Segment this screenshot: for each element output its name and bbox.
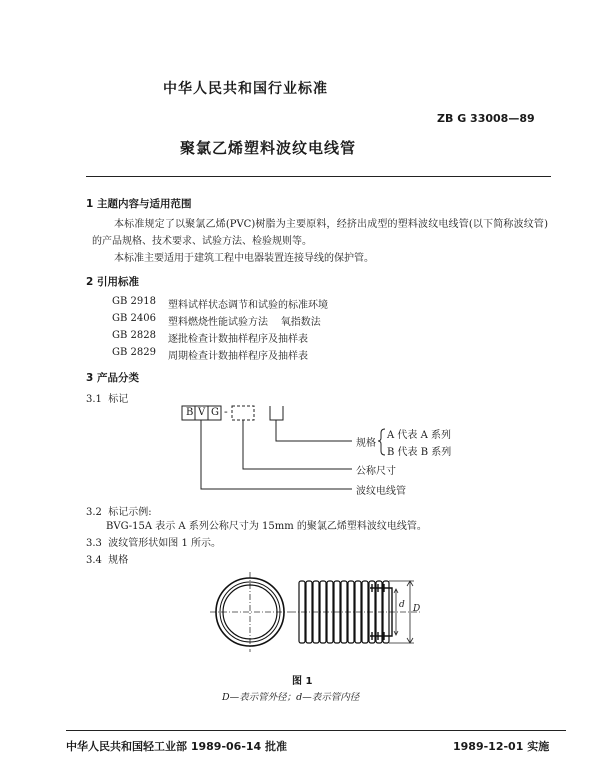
section-1-heading: 1 主题内容与适用范围 [86, 198, 192, 210]
subsection-3-4-heading: 3.4 规格 [86, 555, 129, 566]
standard-code: ZB G 33008—89 [437, 112, 535, 125]
marking-example-text: BVG-15A 表示 A 系列公称尺寸为 15mm 的聚氯乙烯塑料波纹电线管。 [106, 521, 427, 532]
subsection-3-3-text: 3.3 波纹管形状如图 1 所示。 [86, 538, 221, 549]
marking-dash: - [224, 405, 228, 418]
marking-letter-b: B [186, 407, 194, 418]
size-leader-line [243, 420, 352, 469]
section-3-heading: 3 产品分类 [86, 372, 139, 384]
size-placeholder-box [232, 406, 254, 420]
reference-code: GB 2828 [112, 330, 156, 341]
pipe-side-view [290, 581, 420, 643]
product-label: 波纹电线管 [356, 486, 406, 497]
footer-divider [66, 730, 566, 731]
reference-name: 逐批检查计数抽样程序及抽样表 [168, 334, 308, 345]
figure-caption: 图 1 [292, 676, 313, 687]
marking-letter-g: G [211, 407, 219, 418]
subsection-3-2-heading: 3.2 标记示例: [86, 507, 152, 518]
figure-legend: D—表示管外径；d—表示管内径 [222, 692, 360, 703]
reference-name: 塑料燃烧性能试验方法 氧指数法 [168, 317, 321, 328]
product-leader-line [201, 420, 352, 489]
reference-code: GB 2918 [112, 296, 156, 307]
reference-name: 周期检查计数抽样程序及抽样表 [168, 351, 308, 362]
pipe-end-view [210, 572, 290, 652]
size-label: 公称尺寸 [356, 466, 396, 477]
spec-leader-line [276, 420, 352, 441]
reference-code: GB 2406 [112, 313, 156, 324]
spec-option-a: A 代表 A 系列 [387, 430, 451, 441]
outer-diameter-label: D [413, 604, 421, 614]
reference-name: 塑料试样状态调节和试验的标准环境 [168, 300, 328, 311]
spec-brace [378, 429, 385, 455]
section-1-paragraph-2: 本标准主要适用于建筑工程中电器装置连接导线的保护管。 [114, 253, 374, 264]
document-title: 聚氯乙烯塑料波纹电线管 [180, 139, 357, 157]
spec-label: 规格 [356, 438, 376, 449]
spec-placeholder-bracket [270, 406, 283, 420]
approval-date: 中华人民共和国轻工业部 1989-06-14 批准 [66, 740, 288, 753]
inner-diameter-label: d [399, 600, 405, 610]
spec-option-b: B 代表 B 系列 [387, 447, 452, 458]
effective-date: 1989-12-01 实施 [453, 740, 550, 753]
marking-letter-v: V [198, 407, 206, 418]
header-divider [86, 176, 551, 177]
section-2-heading: 2 引用标准 [86, 276, 139, 288]
subsection-3-1-heading: 3.1 标记 [86, 394, 129, 405]
section-1-paragraph-1: 本标准规定了以聚氯乙烯(PVC)树脂为主要原料，经挤出成型的塑料波纹电线管(以下简称波纹管)的产品规格、技术要求、试验方法、检验规则等。 [92, 219, 548, 247]
standard-organization: 中华人民共和国行业标准 [163, 81, 328, 97]
reference-code: GB 2829 [112, 347, 156, 358]
